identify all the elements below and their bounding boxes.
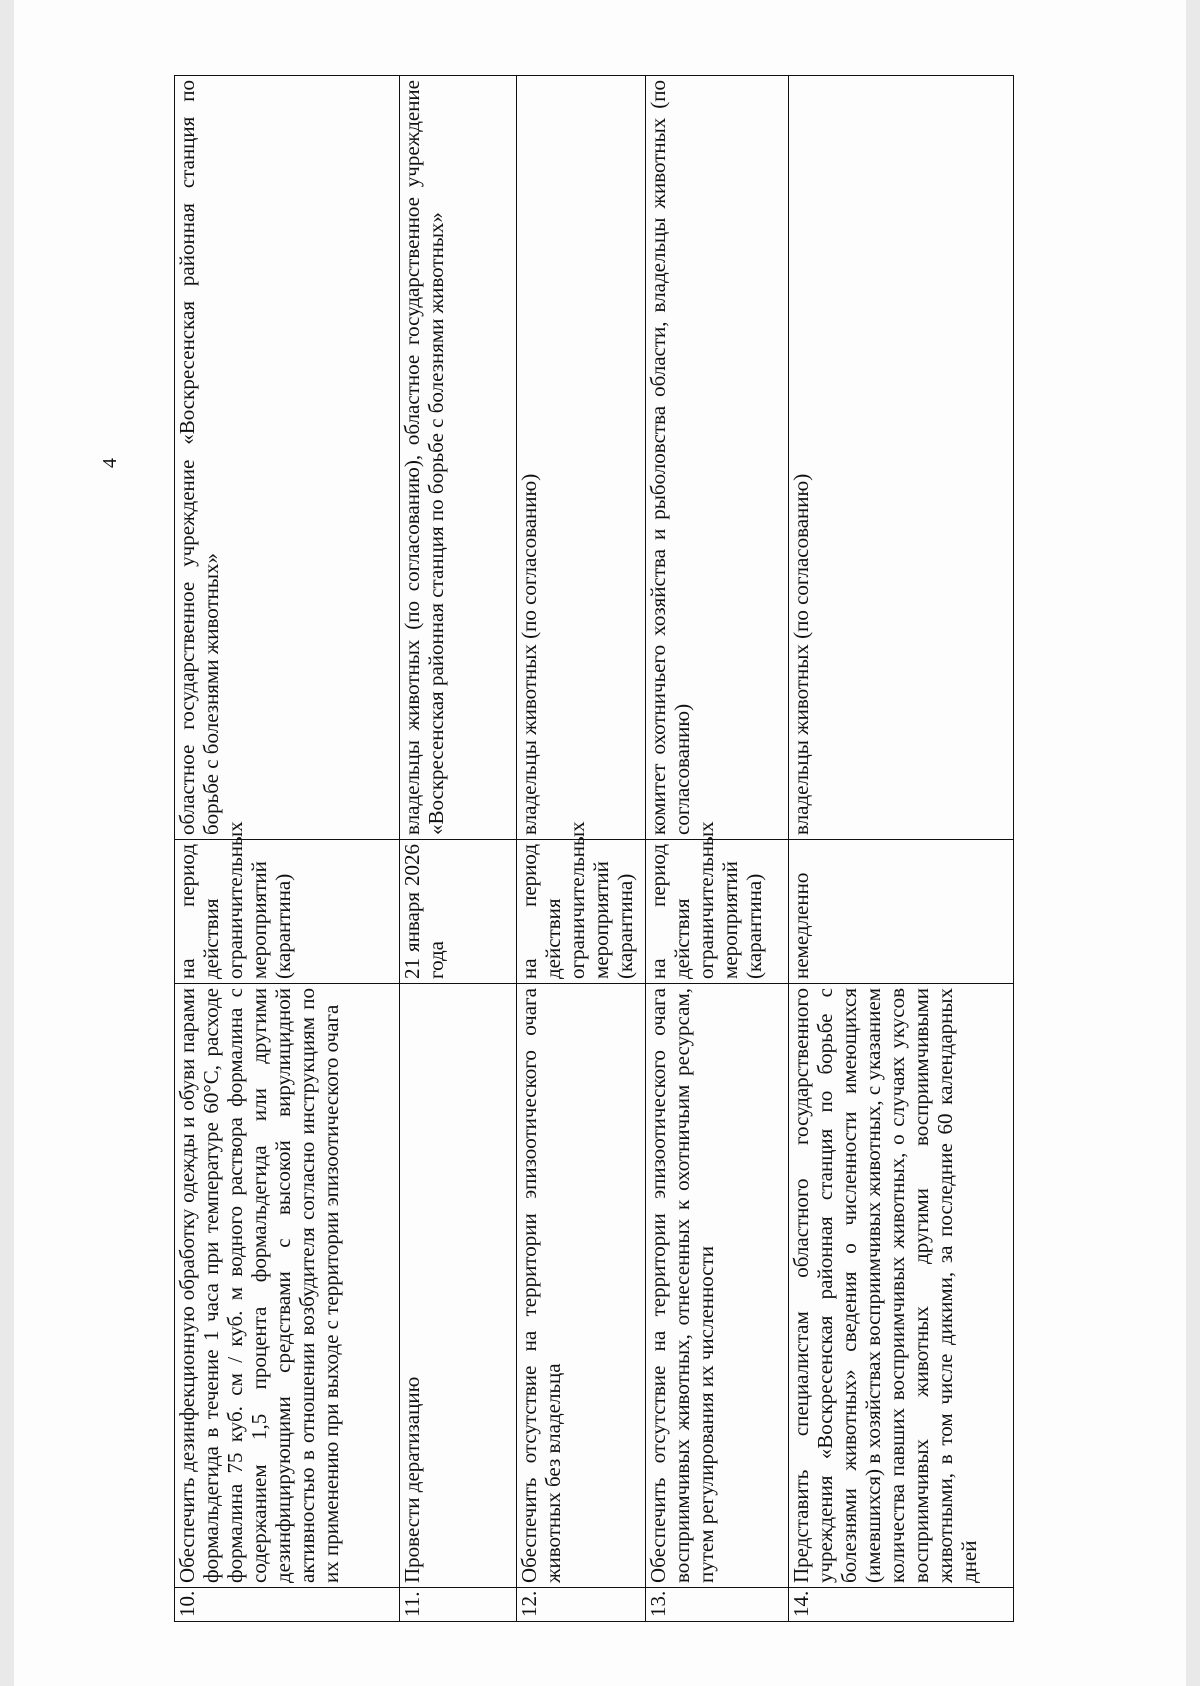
row-responsible: владельцы животных (по согласованию) bbox=[517, 76, 646, 840]
row-responsible: комитет охотничьего хозяйства и рыболовства области, владельцы животных (по согласованию) bbox=[646, 76, 789, 840]
row-term: немедленно bbox=[789, 840, 1014, 984]
row-number: 13. bbox=[646, 1588, 789, 1622]
measures-table bbox=[174, 75, 1014, 1622]
row-action: Обеспечить отсутствие на территории эпизоотического очага восприимчивых животных, отнесенных к охотничьим ресурсам, путем регулирования их численности bbox=[646, 984, 789, 1588]
document-page bbox=[14, 0, 1186, 1686]
row-action: Обеспечить дезинфекционную обработку одежды и обуви парами формальдегида в течение 1 часа при температуре 60°С, расходе формалина 75 куб. см / куб. м водного раствора формалина с содержанием 1,5 процента формальдегида или другими дезинфицирующими средствами с высокой вирулицидной активностью в отношении возбудителя согласно инструкциям по их применению при выходе с территории эпизоотического очага bbox=[175, 984, 400, 1588]
measures-table-rotated bbox=[174, 76, 1014, 1622]
page-number: 4 bbox=[99, 458, 121, 468]
row-term: 21 января 2026 года bbox=[400, 840, 517, 984]
row-action: Обеспечить отсутствие на территории эпизоотического очага животных без владельца bbox=[517, 984, 646, 1588]
row-term: на период действия ограничительных мероприятий (карантина) bbox=[517, 840, 646, 984]
row-number: 10. bbox=[175, 1588, 400, 1622]
table-row bbox=[789, 76, 1014, 1622]
row-responsible: владельцы животных (по согласованию) bbox=[789, 76, 1014, 840]
row-number: 14. bbox=[789, 1588, 1014, 1622]
row-term: на период действия ограничительных мероприятий (карантина) bbox=[175, 840, 400, 984]
table-row bbox=[175, 76, 400, 1622]
row-action: Провести дератизацию bbox=[400, 984, 517, 1588]
row-number: 11. bbox=[400, 1588, 517, 1622]
row-responsible: областное государственное учреждение «Воскресенская районная станция по борьбе с болезнями животных» bbox=[175, 76, 400, 840]
row-responsible: владельцы животных (по согласованию), областное государственное учреждение «Воскресенская районная станция по борьбе с болезнями животных» bbox=[400, 76, 517, 840]
row-term: на период действия ограничительных мероприятий (карантина) bbox=[646, 840, 789, 984]
row-number: 12. bbox=[517, 1588, 646, 1622]
table-row bbox=[400, 76, 517, 1622]
table-row bbox=[646, 76, 789, 1622]
row-action: Представить специалистам областного государственного учреждения «Воскресенская районная станция по борьбе с болезнями животных» сведения о численности имеющихся (имевшихся) в хозяйствах восприимчивых животных, с указанием количества павших восприимчивых животных, о случаях укусов восприимчивых животных другими восприимчивыми животными, в том числе дикими, за последние 60 календарных дней bbox=[789, 984, 1014, 1588]
table-row bbox=[517, 76, 646, 1622]
